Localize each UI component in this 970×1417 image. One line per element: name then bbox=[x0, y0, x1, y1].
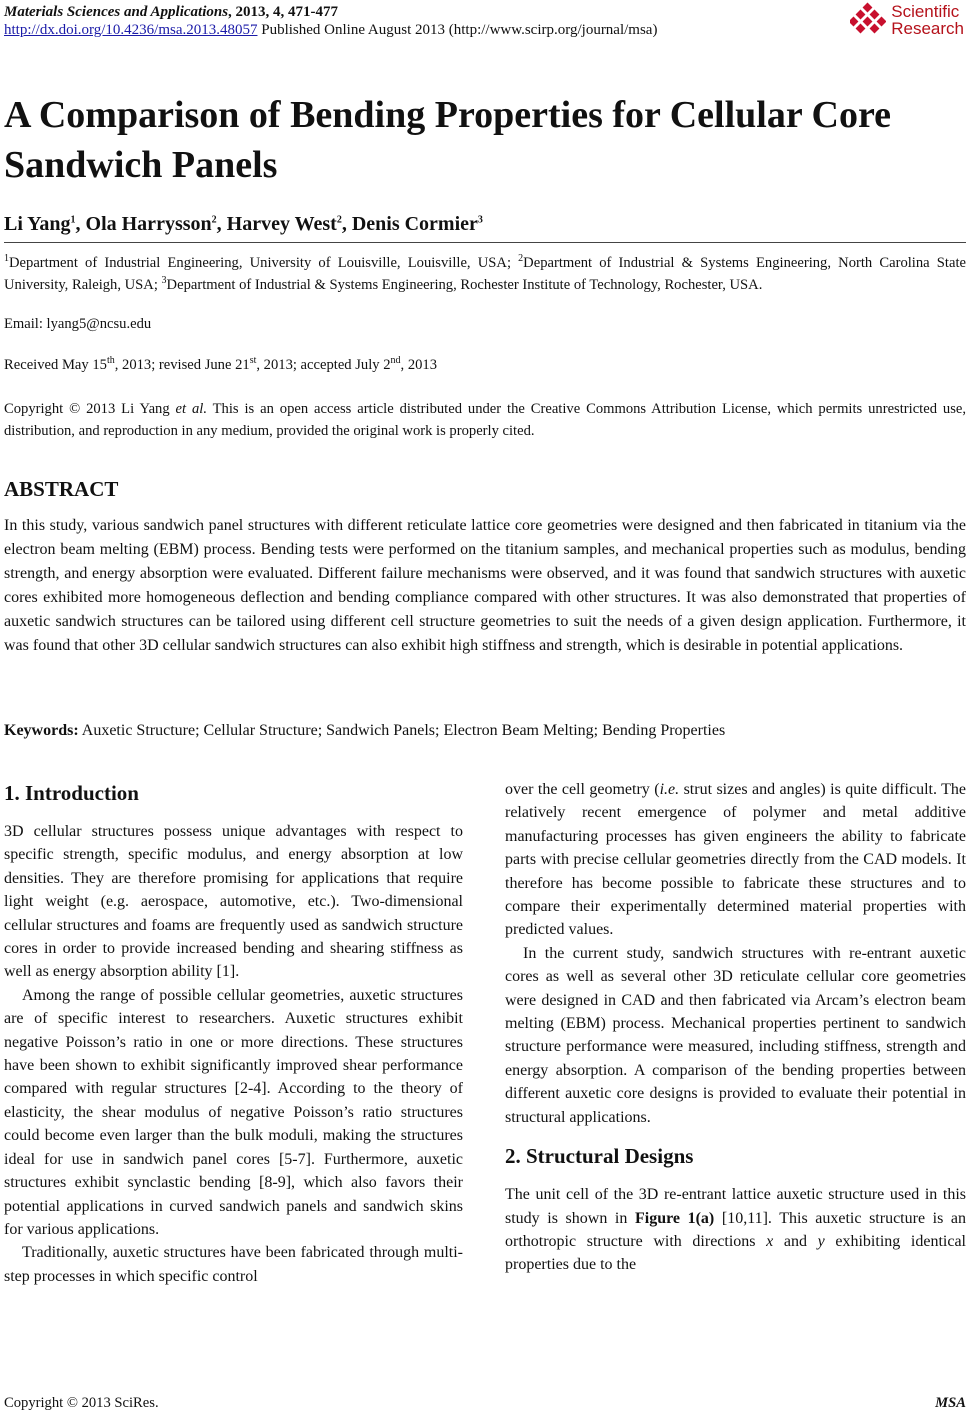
ordinal-suffix: nd bbox=[390, 355, 401, 367]
s2-part-1: The unit cell of the 3D re-entrant lattice auxetic structure used in this study is shown in bbox=[505, 1186, 966, 1227]
keywords-label: Keywords: bbox=[4, 722, 79, 739]
paper-title: A Comparison of Bending Properties for Cellular Core Sandwich Panels bbox=[4, 94, 891, 186]
author-affiliation-mark: 1 bbox=[70, 214, 76, 226]
intro-paragraph-5: In the current study, sandwich structures with re-entrant auxetic cores as well as several other 3D reticulate cellular core geometries were designed in CAD and then fabricated via Arcam’s electron beam melting (EBM) process. Mechanical properties pertinent to sandwich structure performance were measured, including stiffness, strength and energy absorption. A comparison of the bending properties between different auxetic core designs is provided to evaluate their potential in structural applications. bbox=[505, 944, 966, 1126]
received-text: Received May 15 bbox=[4, 357, 107, 373]
intro-paragraph-2: Among the range of possible cellular geometries, auxetic structures are of specific interest to researchers. Auxetic structures exhibit negative Poisson’s ratio in one or more directions. These structures have been shown to exhibit significantly improved shear performance compared with regular structures [2-4]. According to the theory of elasticity, the shear modulus of negative Poisson’s ratio structures could become even larger than the bulk moduli, making the structures ideal for use in sandwich panel cores [5-7]. Furthermore, auxetic structures exhibit synclastic bending [8-9], which also favors their potential applications in curved sandwich panels and sandwich skins for various applications. bbox=[4, 986, 463, 1238]
journal-volume: , 2013, 4, 471-477 bbox=[228, 4, 339, 20]
revised-text: , 2013; revised June 21 bbox=[114, 357, 250, 373]
affiliation-1: Department of Industrial Engineering, University of Louisville, Louisville, USA; bbox=[9, 255, 519, 271]
received-dates bbox=[4, 357, 437, 374]
author-affiliation-mark: 2 bbox=[336, 214, 342, 226]
intro-p4-part-2: strut sizes and angles) is quite difficult. The relatively recent emergence of polymer and metal additive manufacturing processes has given engineers the ability to fabricate parts with precise cellular geometries directly from the CAD models. It therefore has become possible to fabricate these structures and to compare their experimentally determined material properties with predicted values. bbox=[505, 781, 966, 939]
intro-heading: 1. Introduction bbox=[4, 781, 139, 805]
affiliation-2: Department of Industrial & Systems Engineering, North Carolina State University, Raleigh, USA; bbox=[4, 255, 966, 293]
copyright-pre: Copyright © 2013 Li Yang bbox=[4, 401, 176, 417]
abstract-heading: ABSTRACT bbox=[4, 477, 119, 501]
scirp-logo-icon bbox=[850, 2, 886, 38]
affiliation-3: Department of Industrial & Systems Engineering, Rochester Institute of Technology, Rochester, USA. bbox=[166, 277, 763, 293]
var-y: y bbox=[817, 1232, 825, 1250]
intro-p4-part-1: over the cell geometry ( bbox=[505, 781, 660, 798]
journal-citation bbox=[4, 4, 338, 21]
section2-heading: 2. Structural Designs bbox=[505, 1144, 694, 1169]
logo-line-2: Research bbox=[891, 19, 964, 38]
intro-paragraph-4 bbox=[505, 778, 966, 942]
right-column bbox=[505, 778, 966, 1277]
s2-and: and bbox=[773, 1232, 818, 1250]
year-text: , 2013 bbox=[400, 357, 438, 373]
footer-copyright: Copyright © 2013 SciRes. bbox=[4, 1395, 159, 1411]
scirp-logo bbox=[850, 2, 964, 38]
affiliation-mark: 1 bbox=[4, 253, 9, 265]
scirp-logo-text bbox=[891, 3, 964, 37]
intro-p4-ie: i.e. bbox=[659, 781, 680, 798]
footer-journal-abbrev: MSA bbox=[935, 1395, 966, 1411]
copyright-notice bbox=[4, 398, 966, 442]
ordinal-suffix: th bbox=[106, 355, 115, 367]
copyright-license: This is an open access article distributed under the Creative Commons Attribution License, which permits unrestricted use, distribution, and reproduction in any medium, provided the original work is properly cited. bbox=[4, 401, 966, 439]
section2-paragraph-1 bbox=[505, 1183, 966, 1277]
author-name: Denis Cormier bbox=[351, 213, 478, 235]
author-name: Ola Harrysson bbox=[85, 213, 212, 235]
accepted-text: , 2013; accepted July 2 bbox=[256, 357, 391, 373]
published-note: Published Online August 2013 (http://www.scirp.org/journal/msa) bbox=[257, 22, 658, 38]
author-affiliation-mark: 3 bbox=[477, 214, 483, 226]
s2-part-3: exhibiting identical properties due to the bbox=[505, 1232, 966, 1274]
intro-paragraph-1: 3D cellular structures possess unique advantages with respect to specific strength, specific modulus, and energy absorption at low densities. They are therefore promising for applications that require light weight (e.g. aerospace, automotive, etc.). Two-dimensional cellular structures and foams are frequently used as sandwich structure cores in order to provide increased bending and shearing stiffness as well as energy absorption ability [1]. bbox=[4, 823, 463, 981]
ordinal-suffix: st bbox=[249, 355, 257, 367]
keywords-text: Auxetic Structure; Cellular Structure; Sandwich Panels; Electron Beam Melting; Bending Properties bbox=[78, 722, 726, 739]
logo-line-1: Scientific bbox=[891, 2, 960, 21]
author-list: Li Yang$^1$, Ola Harrysson$^2$, Harvey West$^2$, Denis Cormier$^3$ bbox=[4, 213, 483, 235]
contact-email: Email: lyang5@ncsu.edu bbox=[4, 316, 152, 332]
intro-paragraph-3: Traditionally, auxetic structures have been fabricated through multi-step processes in which specific control bbox=[4, 1244, 463, 1285]
var-x: x bbox=[766, 1232, 774, 1250]
doi-line bbox=[4, 22, 657, 39]
doi-link[interactable]: http://dx.doi.org/10.4236/msa.2013.48057 bbox=[4, 22, 258, 38]
s2-part-2: [10,11]. This auxetic structure is an orthotropic structure with directions bbox=[505, 1209, 967, 1250]
author-affiliation-mark: 2 bbox=[211, 214, 217, 226]
keywords bbox=[4, 722, 725, 740]
left-column bbox=[4, 778, 463, 1288]
header-divider bbox=[4, 242, 966, 243]
journal-name: Materials Sciences and Applications bbox=[4, 4, 229, 20]
affiliations bbox=[4, 252, 966, 296]
affiliation-mark: 3 bbox=[161, 275, 167, 287]
author-name: Harvey West bbox=[226, 213, 337, 235]
copyright-etal: et al. bbox=[175, 401, 207, 417]
figure-reference: Figure 1(a) bbox=[634, 1209, 715, 1227]
author-name: Li Yang bbox=[4, 213, 71, 235]
affiliation-mark: 2 bbox=[518, 253, 524, 265]
abstract-body: In this study, various sandwich panel structures with different reticulate lattice core geometries were designed and then fabricated in titanium via the electron beam melting (EBM) process. Bending tests were performed on the titanium samples, and mechanical properties such as modulus, bending strength, and energy absorption were evaluated. Different failure mechanisms were observed, and it was found that sandwich structures with auxetic cores exhibited more homogeneous deflection and bending compliance compared with other structures. It was also demonstrated that properties of auxetic sandwich structures can be tailored using different cell structure geometries to suit the needs of a given design application. Furthermore, it was found that other 3D cellular sandwich structures can also exhibit high stiffness and strength, which is desirable in potential applications. bbox=[4, 517, 966, 654]
